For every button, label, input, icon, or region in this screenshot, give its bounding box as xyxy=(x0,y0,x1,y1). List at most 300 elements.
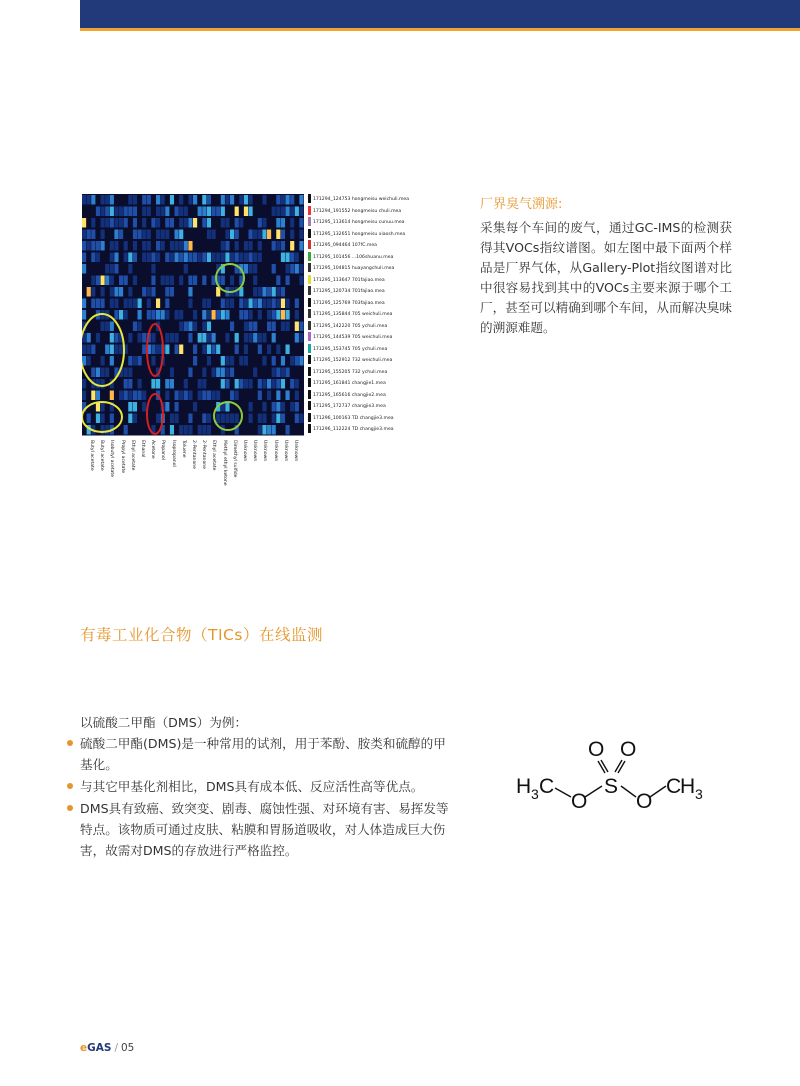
heatmap-cell xyxy=(272,310,276,320)
heatmap-cell xyxy=(249,253,253,263)
heatmap-cell xyxy=(276,230,280,240)
heatmap-cell xyxy=(267,230,271,240)
heatmap-cell xyxy=(272,264,276,274)
heatmap-cell xyxy=(151,333,155,343)
heatmap-cell xyxy=(290,207,294,217)
heatmap-cell xyxy=(235,207,239,217)
heatmap-cell xyxy=(253,230,257,240)
compound-label: Unknown xyxy=(282,439,288,461)
heatmap-cell xyxy=(286,425,290,435)
heatmap-cell xyxy=(87,345,91,355)
heatmap-cell xyxy=(221,414,225,424)
heatmap-cell xyxy=(101,356,105,366)
heatmap-cell xyxy=(225,356,229,366)
heatmap-cell xyxy=(239,379,243,389)
heatmap-cell xyxy=(142,345,146,355)
compound-label: Propyl acetate xyxy=(119,439,125,473)
heatmap-cell xyxy=(258,253,262,263)
heatmap-cell xyxy=(151,253,155,263)
heatmap-cell xyxy=(170,333,174,343)
atom-label: O xyxy=(588,738,605,761)
heatmap-cell xyxy=(295,402,299,412)
sample-label xyxy=(308,286,385,298)
heatmap-cell xyxy=(281,322,285,332)
heatmap-cell xyxy=(124,310,128,320)
heatmap-cell xyxy=(119,230,123,240)
heatmap-cell xyxy=(124,368,128,378)
heatmap-cell xyxy=(96,333,100,343)
heatmap-cell xyxy=(221,253,225,263)
heatmap-cell xyxy=(96,207,100,217)
heatmap-cell xyxy=(101,425,105,435)
heatmap-cell xyxy=(225,253,229,263)
heatmap-cell xyxy=(202,368,206,378)
heatmap-cell xyxy=(165,218,169,228)
heatmap-cell xyxy=(133,195,137,205)
heatmap-cell xyxy=(128,299,132,309)
heatmap-cell xyxy=(96,391,100,401)
heatmap-cell xyxy=(188,253,192,263)
heatmap-cell xyxy=(170,195,174,205)
heatmap-cell xyxy=(235,414,239,424)
heatmap-cell xyxy=(133,402,137,412)
heatmap-cell xyxy=(128,356,132,366)
heatmap-cell xyxy=(82,310,86,320)
heatmap-cell xyxy=(151,345,155,355)
heatmap-cell xyxy=(272,333,276,343)
heatmap-cell xyxy=(128,368,132,378)
compound-label: Ethanol xyxy=(140,439,145,457)
heatmap-cell xyxy=(142,241,146,251)
heatmap-cell xyxy=(202,207,206,217)
heatmap-cell xyxy=(235,218,239,228)
compound-label: Acetone xyxy=(150,439,156,459)
heatmap-cell xyxy=(207,218,211,228)
heatmap-cell xyxy=(184,241,188,251)
sample-name: 171296_100163 TD changjie3.mea xyxy=(313,415,394,421)
heatmap-cell xyxy=(225,241,229,251)
heatmap-cell xyxy=(91,287,95,297)
heatmap-cell xyxy=(151,276,155,286)
sample-swatch xyxy=(308,309,311,318)
heatmap-cell xyxy=(216,253,220,263)
heatmap-cell xyxy=(105,207,109,217)
heatmap-cell xyxy=(202,379,206,389)
heatmap-cell xyxy=(221,379,225,389)
heatmap-cell xyxy=(267,425,271,435)
heatmap-cell xyxy=(114,287,118,297)
heatmap-cell xyxy=(244,253,248,263)
heatmap-cell xyxy=(198,379,202,389)
heatmap-cell xyxy=(281,310,285,320)
source-tracing-title: 厂界臭气溯源: xyxy=(480,197,563,212)
heatmap-cell xyxy=(101,379,105,389)
sample-label xyxy=(308,321,387,333)
heatmap-cell xyxy=(184,264,188,274)
heatmap-cell xyxy=(212,276,216,286)
heatmap-cell xyxy=(202,195,206,205)
sample-swatch xyxy=(308,263,311,272)
heatmap-cell xyxy=(239,253,243,263)
heatmap-cell xyxy=(286,253,290,263)
heatmap-cell xyxy=(138,322,142,332)
heatmap-cell xyxy=(225,195,229,205)
sample-label xyxy=(308,390,386,402)
heatmap-cell xyxy=(276,402,280,412)
heatmap-cell xyxy=(295,207,299,217)
heatmap-cell xyxy=(175,414,179,424)
heatmap-cell xyxy=(119,287,123,297)
heatmap-cell xyxy=(239,356,243,366)
atom-subscript: 3 xyxy=(695,786,703,802)
sample-label xyxy=(308,367,387,379)
sample-swatch xyxy=(308,378,311,387)
heatmap-cell xyxy=(262,230,266,240)
heatmap-cell xyxy=(82,218,86,228)
heatmap-cell xyxy=(110,287,114,297)
heatmap-cell xyxy=(286,276,290,286)
heatmap-cell xyxy=(91,218,95,228)
heatmap-cell xyxy=(202,414,206,424)
heatmap-cell xyxy=(114,207,118,217)
heatmap-cell xyxy=(258,299,262,309)
heatmap-cell xyxy=(276,345,280,355)
heatmap-cell xyxy=(286,299,290,309)
heatmap-cell xyxy=(225,414,229,424)
heatmap-cell xyxy=(272,402,276,412)
heatmap-cell xyxy=(225,299,229,309)
heatmap-cell xyxy=(82,299,86,309)
heatmap-cell xyxy=(142,253,146,263)
heatmap-cell xyxy=(87,287,91,297)
heatmap-cell xyxy=(249,241,253,251)
heatmap-cell xyxy=(175,253,179,263)
heatmap-cell xyxy=(276,379,280,389)
heatmap-cell xyxy=(105,345,109,355)
sample-label xyxy=(308,298,385,310)
heatmap-cell xyxy=(221,276,225,286)
heatmap-cell xyxy=(87,333,91,343)
bullet-dot-icon xyxy=(67,783,73,789)
heatmap-cell xyxy=(276,218,280,228)
heatmap-cell xyxy=(82,253,86,263)
heatmap-cell xyxy=(179,241,183,251)
heatmap-cell xyxy=(207,230,211,240)
heatmap-cell xyxy=(230,414,234,424)
heatmap-cell xyxy=(253,322,257,332)
heatmap-cell xyxy=(110,414,114,424)
heatmap-cell xyxy=(299,207,303,217)
heatmap-cell xyxy=(281,241,285,251)
sample-label xyxy=(308,206,401,218)
sample-swatch xyxy=(308,332,311,341)
heatmap-cell xyxy=(249,333,253,343)
heatmap-cell xyxy=(235,391,239,401)
sample-name: 171295_135844 705 weichuli.mea xyxy=(313,312,393,317)
heatmap-cell xyxy=(179,322,183,332)
heatmap-cell xyxy=(124,299,128,309)
heatmap-cell xyxy=(290,241,294,251)
heatmap-cell xyxy=(276,276,280,286)
heatmap-cell xyxy=(165,391,169,401)
list-item xyxy=(66,733,456,775)
heatmap-cell xyxy=(175,402,179,412)
heatmap-cell xyxy=(119,276,123,286)
heatmap-cell xyxy=(198,333,202,343)
heatmap-cell xyxy=(193,253,197,263)
heatmap-cell xyxy=(207,310,211,320)
sample-swatch xyxy=(308,194,311,203)
heatmap-cell xyxy=(276,368,280,378)
heatmap-cell xyxy=(299,230,303,240)
compound-label: Toluene xyxy=(180,439,186,458)
heatmap-cell xyxy=(198,207,202,217)
heatmap-cell xyxy=(262,356,266,366)
heatmap-cell xyxy=(175,391,179,401)
compound-label: Unknown xyxy=(272,439,278,461)
heatmap-cell xyxy=(133,253,137,263)
heatmap-cell xyxy=(101,414,105,424)
heatmap-cell xyxy=(165,253,169,263)
heatmap-cell xyxy=(170,218,174,228)
heatmap-cell xyxy=(179,207,183,217)
heatmap-cell xyxy=(91,345,95,355)
heatmap-cell xyxy=(244,264,248,274)
heatmap-cell xyxy=(151,310,155,320)
heatmap-cell xyxy=(151,218,155,228)
sample-label xyxy=(308,217,404,229)
heatmap-cell xyxy=(101,207,105,217)
heatmap-cell xyxy=(170,368,174,378)
heatmap-cell xyxy=(105,276,109,286)
heatmap-cell xyxy=(165,230,169,240)
heatmap-cell xyxy=(202,276,206,286)
heatmap-cell xyxy=(249,379,253,389)
header-accent-stripe xyxy=(80,28,800,31)
sample-name: 171295_094464 107fC.mea xyxy=(313,243,377,248)
heatmap-cell xyxy=(193,345,197,355)
heatmap-cell xyxy=(230,391,234,401)
heatmap-cell xyxy=(202,218,206,228)
heatmap-cell xyxy=(272,322,276,332)
heatmap-cell xyxy=(175,207,179,217)
dms-bullet-list xyxy=(66,733,456,862)
heatmap-cell xyxy=(193,310,197,320)
sample-label xyxy=(308,194,409,206)
heatmap-cell xyxy=(124,207,128,217)
heatmap-cell xyxy=(198,425,202,435)
heatmap-cell xyxy=(249,402,253,412)
heatmap-cell xyxy=(244,310,248,320)
heatmap-cell xyxy=(212,345,216,355)
heatmap-cell xyxy=(110,299,114,309)
heatmap-cell xyxy=(286,391,290,401)
sample-name: 171295_142220 705 ychuli.mea xyxy=(313,323,388,329)
heatmap-cell xyxy=(188,322,192,332)
heatmap-cell xyxy=(101,218,105,228)
heatmap-cell xyxy=(101,322,105,332)
atom-label: O xyxy=(571,790,588,813)
heatmap-cell xyxy=(235,241,239,251)
heatmap-cell xyxy=(188,276,192,286)
heatmap-cell xyxy=(156,299,160,309)
heatmap-cell xyxy=(295,356,299,366)
heatmap-cell xyxy=(101,287,105,297)
heatmap-cell xyxy=(128,264,132,274)
heatmap-cell xyxy=(225,368,229,378)
sample-label xyxy=(308,229,405,241)
heatmap-cell xyxy=(114,299,118,309)
heatmap-cell xyxy=(290,230,294,240)
heatmap-cell xyxy=(101,230,105,240)
sample-swatch xyxy=(308,229,311,238)
heatmap-cell xyxy=(295,414,299,424)
heatmap-cell xyxy=(249,299,253,309)
heatmap-cell xyxy=(216,310,220,320)
sample-label xyxy=(308,413,394,425)
heatmap-cell xyxy=(193,276,197,286)
atom-label: H xyxy=(516,775,532,798)
heatmap-cell xyxy=(179,230,183,240)
heatmap-cell xyxy=(212,207,216,217)
sample-swatch xyxy=(308,286,311,295)
heatmap-cell xyxy=(249,230,253,240)
heatmap-cell xyxy=(207,333,211,343)
heatmap-cell xyxy=(138,391,142,401)
heatmap-cell xyxy=(244,207,248,217)
source-tracing-body: 采集每个车间的废气，通过GC-IMS的检测获得其VOCs指纹谱图。如左图中最下面两个样品是厂界气体，从Gallery-Plot指纹图谱对比中很容易找到其中的VOCs主要来源于哪个工厂，甚至可以精确到哪个车间，从而解决臭味的溯源难题。 xyxy=(480,220,732,335)
sample-name: 171295_161841 changjie1.mea xyxy=(313,381,386,386)
atom-label: O xyxy=(620,738,637,761)
heatmap-cell xyxy=(235,345,239,355)
heatmap-cell xyxy=(138,299,142,309)
atom-subscript: 3 xyxy=(531,786,539,802)
heatmap-cell xyxy=(179,276,183,286)
heatmap-cell xyxy=(299,333,303,343)
heatmap-cell xyxy=(165,310,169,320)
sample-swatch xyxy=(308,390,311,399)
heatmap-cell xyxy=(295,322,299,332)
heatmap-cell xyxy=(276,241,280,251)
heatmap-cell xyxy=(128,207,132,217)
heatmap-cell xyxy=(161,230,165,240)
heatmap-cell xyxy=(286,207,290,217)
heatmap-cell xyxy=(212,310,216,320)
heatmap-cell xyxy=(133,218,137,228)
heatmap-cell xyxy=(82,391,86,401)
heatmap-cell xyxy=(258,333,262,343)
heatmap-cell xyxy=(82,195,86,205)
heatmap-cell xyxy=(253,368,257,378)
sample-label xyxy=(308,332,392,344)
heatmap-cell xyxy=(133,230,137,240)
compound-label: Butyl acetate xyxy=(89,439,94,471)
heatmap-cell xyxy=(225,218,229,228)
heatmap-cell xyxy=(212,391,216,401)
heatmap-cell xyxy=(286,195,290,205)
heatmap-cell xyxy=(179,195,183,205)
compound-label: Propanol xyxy=(160,439,166,460)
heatmap-cell xyxy=(267,299,271,309)
heatmap-cell xyxy=(276,195,280,205)
heatmap-cell xyxy=(128,391,132,401)
heatmap-cell xyxy=(253,264,257,274)
heatmap-cell xyxy=(96,241,100,251)
heatmap-cell xyxy=(258,425,262,435)
heatmap-cell xyxy=(188,333,192,343)
heatmap-cell xyxy=(96,276,100,286)
heatmap-cell xyxy=(175,241,179,251)
heatmap-cell xyxy=(290,379,294,389)
heatmap-cell xyxy=(193,402,197,412)
heatmap-cell xyxy=(133,241,137,251)
heatmap-cell xyxy=(165,207,169,217)
heatmap-cell xyxy=(124,379,128,389)
heatmap-cell xyxy=(262,379,266,389)
heatmap-cell xyxy=(156,230,160,240)
heatmap-cell xyxy=(262,425,266,435)
heatmap-cell xyxy=(161,276,165,286)
atom-label: O xyxy=(636,790,653,813)
heatmap-cell xyxy=(142,218,146,228)
heatmap-cell xyxy=(165,299,169,309)
heatmap-cell xyxy=(179,310,183,320)
heatmap-cell xyxy=(235,379,239,389)
sample-swatch xyxy=(308,367,311,376)
heatmap-cell xyxy=(133,207,137,217)
heatmap-cell xyxy=(202,425,206,435)
heatmap-cell xyxy=(281,414,285,424)
heatmap-cell xyxy=(87,414,91,424)
heatmap-cell xyxy=(188,195,192,205)
heatmap-cell xyxy=(290,195,294,205)
heatmap-cell xyxy=(281,356,285,366)
heatmap-cell xyxy=(133,276,137,286)
bullet-dot-icon xyxy=(67,740,73,746)
heatmap-cell xyxy=(202,299,206,309)
heatmap-cell xyxy=(119,218,123,228)
heatmap-cell xyxy=(156,379,160,389)
atom-label: H xyxy=(680,775,696,798)
heatmap-cell xyxy=(101,299,105,309)
heatmap-cell xyxy=(101,368,105,378)
heatmap-cell xyxy=(133,356,137,366)
heatmap-cell xyxy=(87,195,91,205)
heatmap-cell xyxy=(114,230,118,240)
heatmap-cell xyxy=(299,356,303,366)
heatmap-cell xyxy=(212,368,216,378)
heatmap-cell xyxy=(262,287,266,297)
heatmap-cell xyxy=(198,253,202,263)
heatmap-cell xyxy=(244,333,248,343)
heatmap-cell xyxy=(147,253,151,263)
heatmap-cell xyxy=(119,207,123,217)
heatmap-cell xyxy=(91,299,95,309)
heatmap-cell xyxy=(147,299,151,309)
sample-name: 171295_120734 701fajiao.mea xyxy=(313,289,385,294)
heatmap-cell xyxy=(212,253,216,263)
sample-name: 171295_113614 hongmeisu cunuu.mea xyxy=(313,220,405,225)
heatmap-cell xyxy=(244,322,248,332)
sample-swatch xyxy=(308,413,311,422)
heatmap-cell xyxy=(221,356,225,366)
page-number: 05 xyxy=(120,1042,135,1054)
heatmap-cell xyxy=(207,207,211,217)
dms-intro: 以硫酸二甲酯（DMS）为例： xyxy=(80,715,248,730)
heatmap-cell xyxy=(105,368,109,378)
bullet-dot-icon xyxy=(67,805,73,811)
sample-swatch xyxy=(308,298,311,307)
